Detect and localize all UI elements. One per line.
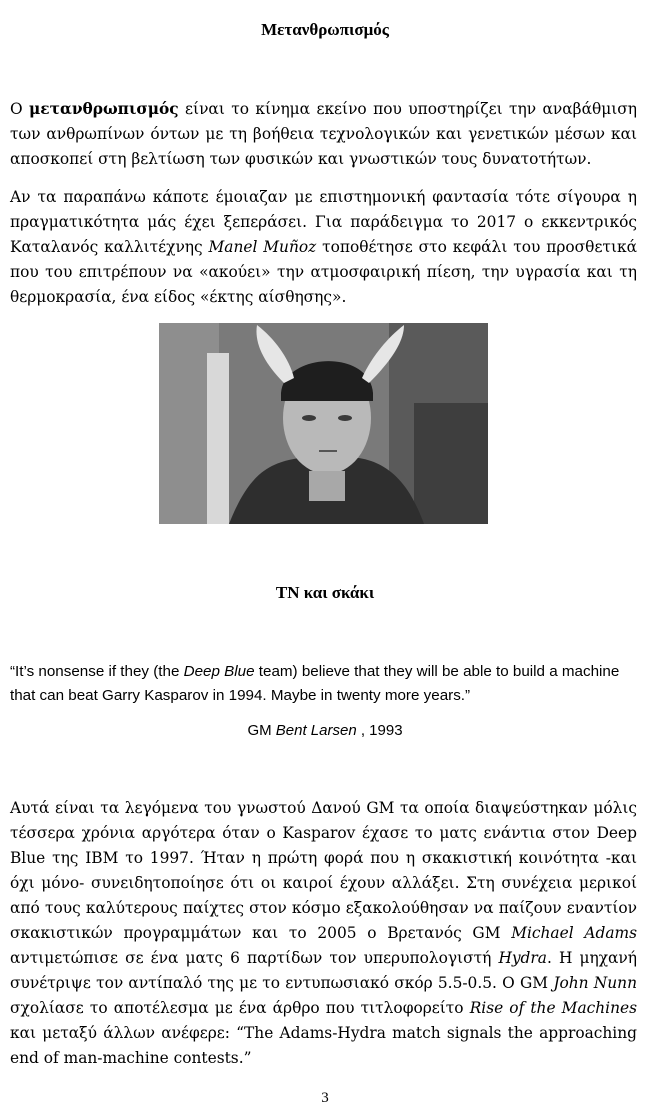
paragraph-text: Αν τα παραπάνω κάποτε έμοιαζαν με επιστημονική φαντασία τότε σίγουρα η πραγματικότητα μάς έχει ξεπεράσει. Για παράδειγμα το 2017 ο εκκεντρικός Καταλανός καλλιτέχνης — [10, 188, 637, 256]
paragraph-text: αντιμετώπισε σε ένα ματς 6 παρτίδων τον υπερυπολογιστή — [10, 949, 499, 967]
paragraph-text: σχολίασε το αποτέλεσμα με ένα άρθρο που τιτλοφορείτο — [10, 999, 470, 1017]
quote-attribution — [0, 722, 650, 739]
italic-name: Michael Adams — [511, 924, 637, 942]
paragraph-text: . Η μηχανή συνέτριψε τον αντίπαλό της με το εντυπωσιακό σκόρ 5.5-0.5. Ο GM — [10, 949, 637, 992]
quote-text: team) believe that they will be able to build a machine that can beat Garry Kasparov in 1994. Maybe in twenty more years.” — [10, 663, 620, 704]
italic-title: Rise of the Machines — [469, 999, 637, 1017]
page-number: 3 — [321, 1090, 329, 1106]
attribution-text: GM — [247, 722, 276, 739]
quote-italic: Deep Blue — [183, 663, 255, 680]
italic-name: Manel Muñoz — [208, 238, 317, 256]
italic-name: John Nunn — [553, 974, 638, 992]
italic-name: Hydra — [498, 949, 547, 967]
paragraph-text: είναι το κίνημα εκείνο που υποστηρίζει την αναβάθμιση των ανθρωπίνων όντων με τη βοήθεια τεχνολογικών και γενετικών μέσων και αποσκοπεί στη βελτίωση των φυσικών και γνωστικών τους δυνατοτήτων. — [10, 100, 638, 168]
paragraph-text: Ο — [10, 100, 30, 118]
paragraph-manel-munoz — [10, 185, 637, 310]
section-title-transhumanism: Μετανθρωπισμός — [261, 20, 389, 39]
attribution-name: Bent Larsen — [275, 722, 357, 739]
photo-illustration — [159, 323, 488, 524]
paragraph-text: Αυτά είναι τα λεγόμενα του γνωστού Δανού GM τα οποία διαψεύστηκαν μόλις τέσσερα χρόνια αργότερα όταν ο Kasparov έχασε το ματς ενάντια στον Deep Blue της IBM το 1997. Ήταν η πρώτη φορά που η σκακιστική κοινότητα -και όχι μόνο- συνειδητοποίησε ότι οι καιροί έχουν αλλάξει. Στη συνέχεια μερικοί από τους καλύτερους παίχτες στον κόσμο εξακολούθησαν να παίζουν εναντίον σκακιστικών προγραμμάτων και το 2005 ο Βρετανός GM — [10, 799, 637, 942]
attribution-text: , 1993 — [356, 722, 403, 739]
paragraph-text: τοποθέτησε στο κεφάλι του προσθετικά που του επιτρέπουν να «ακούει» την ατμοσφαιρική πίεση, την υγρασία και τη θερμοκρασία, ένα είδος «έκτης αίσθησης». — [10, 238, 637, 306]
section-title-ai-chess: ΤΝ και σκάκι — [275, 583, 375, 602]
quote-text: “It’s nonsense if they (the — [10, 663, 184, 680]
paragraph-kasparov-hydra — [10, 796, 637, 1071]
paragraph-definition — [10, 97, 637, 172]
paragraph-text: και μεταξύ άλλων ανέφερε: “The Adams-Hydra match signals the approaching end of man-machine contests.” — [10, 1024, 637, 1067]
artist-photo — [159, 323, 488, 524]
bold-term: μετανθρωπισμός — [29, 100, 179, 118]
larsen-quote — [10, 660, 637, 708]
